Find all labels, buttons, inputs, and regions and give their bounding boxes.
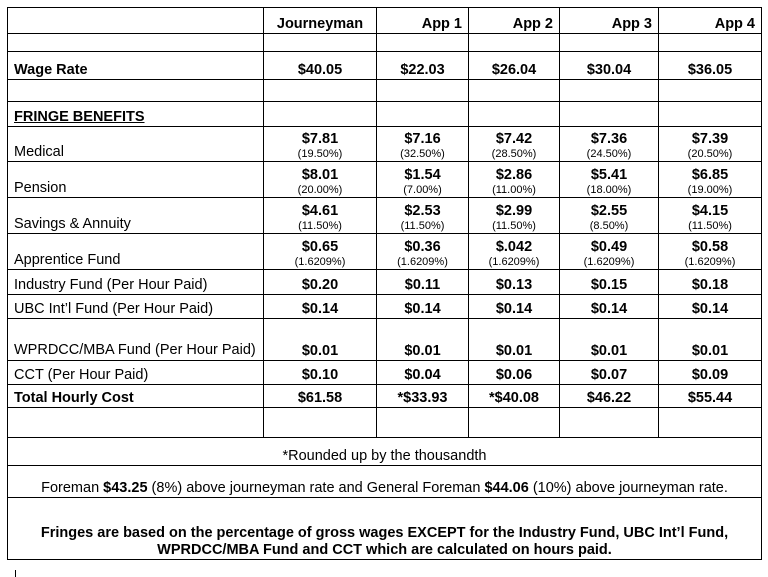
foreman-note: Foreman $43.25 (8%) above journeyman rate and General Foreman $44.06 (10%) above journeyman rate. [8,466,762,498]
benefit-row-wprdcc [8,319,762,361]
benefit-cell: $1.54 (7.00%) [377,162,469,198]
benefit-cell: $7.36 (24.50%) [560,127,659,162]
wage-rate-value: $22.03 [377,52,469,80]
benefit-cell: $7.81 (19.50%) [264,127,377,162]
rounding-note: *Rounded up by the thousandth [8,438,762,466]
corner-cell [8,8,264,34]
benefit-cell: $2.53 (11.50%) [377,198,469,234]
wage-rate-value: $26.04 [469,52,560,80]
benefit-row-cct [8,361,762,385]
benefit-cell: $5.41 (18.00%) [560,162,659,198]
benefit-row-savings [8,198,762,234]
benefit-cell: $7.16 (32.50%) [377,127,469,162]
benefit-label: CCT (Per Hour Paid) [8,361,264,385]
benefit-cell: $4.61 (11.50%) [264,198,377,234]
benefit-value: $0.14 [377,295,469,319]
benefit-value: $0.01 [469,319,560,361]
benefit-value: $0.01 [377,319,469,361]
col-header-app4: App 4 [659,8,762,34]
benefit-cell: $2.55 (8.50%) [560,198,659,234]
total-value: $46.22 [560,385,659,408]
benefit-value: $0.18 [659,270,762,295]
benefit-label: Apprentice Fund [8,234,264,270]
spacer-row [8,80,762,102]
benefit-value: $0.01 [659,319,762,361]
fringe-title-row [8,102,762,127]
wage-rate-value: $36.05 [659,52,762,80]
benefit-cell: $6.85 (19.00%) [659,162,762,198]
footer-note-row [8,498,762,560]
benefit-cell: $2.99 (11.50%) [469,198,560,234]
total-value: *$33.93 [377,385,469,408]
benefit-row-apprentice [8,234,762,270]
benefit-row-pension [8,162,762,198]
wage-rate-value: $30.04 [560,52,659,80]
benefit-value: $0.14 [560,295,659,319]
benefit-value: $0.13 [469,270,560,295]
benefit-value: $0.15 [560,270,659,295]
wage-rate-table [7,7,762,560]
benefit-value: $0.14 [659,295,762,319]
benefit-cell: $0.49 (1.6209%) [560,234,659,270]
total-value: $61.58 [264,385,377,408]
total-value: $55.44 [659,385,762,408]
foreman-row [8,466,762,498]
benefit-label: Medical [8,127,264,162]
benefit-cell: $.042 (1.6209%) [469,234,560,270]
benefit-cell: $7.39 (20.50%) [659,127,762,162]
fringe-benefits-title: FRINGE BENEFITS [8,102,264,127]
benefit-value: $0.04 [377,361,469,385]
benefit-value: $0.01 [560,319,659,361]
benefit-cell: $2.86 (11.00%) [469,162,560,198]
benefit-label: Savings & Annuity [8,198,264,234]
benefit-label: Industry Fund (Per Hour Paid) [8,270,264,295]
benefit-value: $0.01 [264,319,377,361]
benefit-value: $0.14 [264,295,377,319]
wage-rate-label: Wage Rate [8,52,264,80]
benefit-cell: $4.15 (11.50%) [659,198,762,234]
total-label: Total Hourly Cost [8,385,264,408]
benefit-value: $0.11 [377,270,469,295]
wage-rate-row [8,52,762,80]
benefit-cell: $0.58 (1.6209%) [659,234,762,270]
benefit-label: WPRDCC/MBA Fund (Per Hour Paid) [8,319,264,361]
benefit-value: $0.09 [659,361,762,385]
general-foreman-rate: $44.06 [484,480,529,496]
fringe-basis-note: Fringes are based on the percentage of gross wages EXCEPT for the Industry Fund, UBC Int’l Fund, WPRDCC/MBA Fund and CCT which are calculated on hours paid. [8,498,762,560]
wage-rate-value: $40.05 [264,52,377,80]
benefit-cell: $0.36 (1.6209%) [377,234,469,270]
benefit-cell: $7.42 (28.50%) [469,127,560,162]
benefit-cell: $0.65 (1.6209%) [264,234,377,270]
col-header-app2: App 2 [469,8,560,34]
benefit-label: UBC Int’l Fund (Per Hour Paid) [8,295,264,319]
total-row [8,385,762,408]
header-row [8,8,762,34]
total-value: *$40.08 [469,385,560,408]
col-header-app1: App 1 [377,8,469,34]
spacer-row [8,34,762,52]
col-header-app3: App 3 [560,8,659,34]
benefit-value: $0.14 [469,295,560,319]
benefit-cell: $8.01 (20.00%) [264,162,377,198]
benefit-value: $0.06 [469,361,560,385]
rounding-note-row [8,438,762,466]
benefit-row-ubc [8,295,762,319]
benefit-row-medical [8,127,762,162]
benefit-label: Pension [8,162,264,198]
benefit-row-industry [8,270,762,295]
foreman-rate: $43.25 [103,480,148,496]
page-edge-line [15,570,16,577]
spacer-row [8,408,762,438]
benefit-value: $0.10 [264,361,377,385]
benefit-value: $0.07 [560,361,659,385]
col-header-journeyman: Journeyman [264,8,377,34]
benefit-value: $0.20 [264,270,377,295]
